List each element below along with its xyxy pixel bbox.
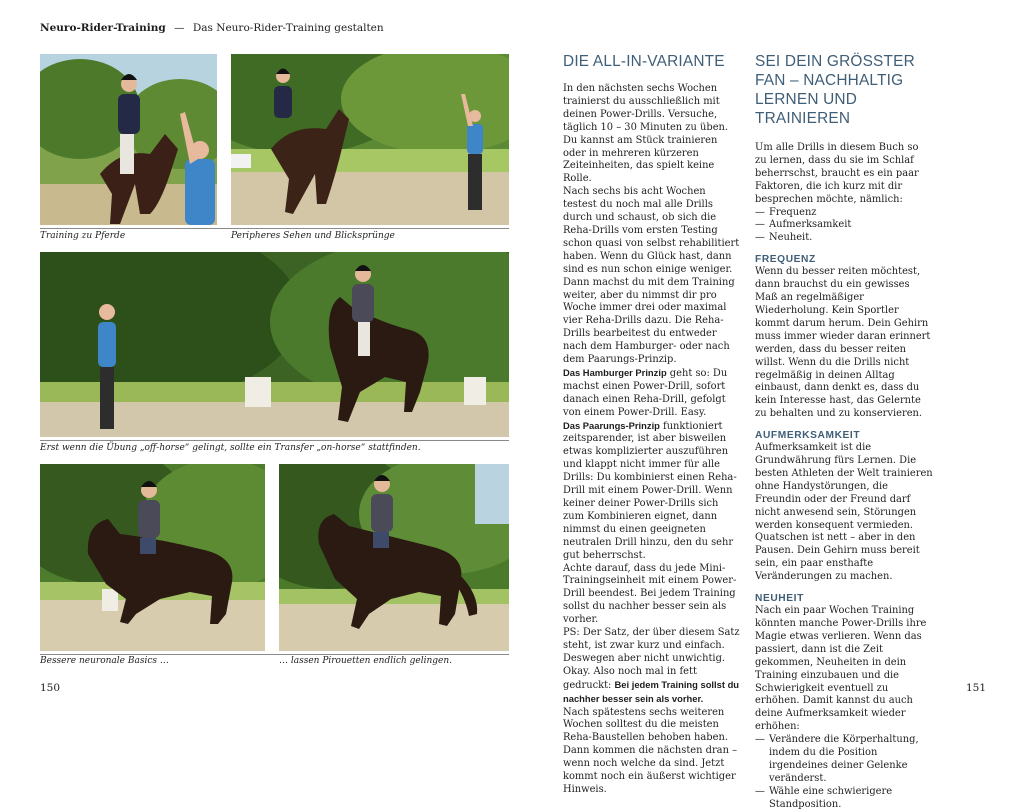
frequency-text: Wenn du besser reiten möchtest, dann brauchst du ein gewisses Maß an regelmäßiger Wiederholung. Kein Sportler kommt darum herum. Dein Gehirn muss immer wieder daran erinnert werden, dass du besser reiten willst. Wenn du die Drills nicht regelmäßig in deinen Alltag einbaust, dann denkt es, dass du kein Interesse hast, das Gelernte zu behalten und zu konservieren. <box>755 266 931 420</box>
list-item: — Aufmerksamkeit <box>755 219 852 231</box>
paarung-label: Das Paarungs-Prinzip <box>563 419 660 431</box>
photo-off-horse-transfer <box>40 252 509 437</box>
caption-1: Training zu Pferde <box>40 231 126 241</box>
caption-3: Erst wenn die Übung „off-horse“ gelingt, sollte ein Transfer „on-horse“ stattfinden. <box>40 443 421 453</box>
attention-text: Aufmerksamkeit ist die Grundwährung fürs Lernen. Die besten Athleten der Welt trainieren ohne Handystörungen, die Freundin oder der Freund darf nicht anwesend sein, Störungen werden konsequent vermieden. Quatschen ist nett – aber in den Pausen. Dein Gehirn muss bereit sein, ein paar ensthafte Veränderungen zu machen. <box>755 442 933 583</box>
column-be-your-fan <box>755 52 933 812</box>
photo-peripheral-vision <box>231 54 509 225</box>
list-item: — Frequenz <box>755 206 817 218</box>
caption-2: Peripheres Sehen und Blicksprünge <box>231 231 395 241</box>
paragraph-3: Dann machst du mit dem Training weiter, aber du nimmst dir pro Woche immer drei oder maximal vier Reha-Drills dazu. Die Reha-Drills bearbeitest du entweder nach dem Hamburger- oder nach dem Paarungs-Prinzip. <box>563 276 735 366</box>
caption-5: … lassen Pirouetten endlich gelingen. <box>279 656 453 666</box>
heading-attention: AUFMERKSAMKEIT <box>755 430 861 442</box>
paragraph-8: Nach spätestens sechs weiteren Wochen solltest du die meisten Reha-Baustellen behoben haben. Dann kommen die nächsten dran – wenn noch welche da sind. Jetzt kommt noch ein äußerst wichtiger Hinweis. <box>563 706 738 795</box>
photo-pirouettes <box>279 464 509 651</box>
caption-rule-2 <box>40 440 509 441</box>
ps-text: PS: Der Satz, der über diesem Satz steht, ist zwar kurz und einfach. Deswegen aber nicht unwichtig. Okay. Also noch mal in fett gedruckt: <box>563 627 740 691</box>
book-title: Neuro-Rider-Training <box>40 22 166 34</box>
header-separator: — <box>174 22 185 34</box>
caption-rule-3 <box>40 654 509 655</box>
paragraph-ps <box>563 627 741 706</box>
list-item: — Wähle eine schwierigere Standposition. <box>755 785 893 810</box>
novelty-text: Nach ein paar Wochen Training könnten manche Power-Drills ihre Magie etwas verlieren. Wenn das passiert, dann ist die Zeit gekommen, Neuheiten in dein Training einzubauen und die Schwierigkeit eventuell zu erhöhen. Damit kannst du auch deine Aufmerksamkeit wieder erhöhen: <box>755 605 927 733</box>
page-number-right: 151 <box>966 682 987 694</box>
paragraph-paarung <box>563 420 741 563</box>
list-item: — Neuheit. <box>755 232 813 244</box>
heading-novelty: NEUHEIT <box>755 593 804 605</box>
page-number-left: 150 <box>40 682 61 694</box>
paragraph-2: Nach sechs bis acht Wochen testest du noch mal alle Drills durch und schaust, ob sich die Reha-Drills vom ersten Testing schon quasi von selbst rehabilitiert haben. Wenn du Glück hast, dann sind es nun schon einige weniger. <box>563 186 740 275</box>
hamburger-text: geht so: Du machst einen Power-Drill, sofort danach einen Reha-Drill, gefolgt von einem Power-Drill. Easy. <box>563 367 728 418</box>
heading-be-your-fan: SEI DEIN GRÖSSTER FAN – NACHHALTIG LERNEN UND TRAINIEREN <box>755 53 915 127</box>
caption-4: Bessere neuronale Basics … <box>40 656 169 666</box>
hamburger-label: Das Hamburger Prinzip <box>563 366 667 378</box>
photo-neuronal-basics <box>40 464 265 651</box>
paarung-text: funktioniert zeitsparender, ist aber bisweilen etwas komplizierter auszuführen und klappt nicht immer für alle Drills: Du kombinierst einen Reha-Drill mit einem Power-Drill. Wenn keiner deiner Power-Drills sich zum Kombinieren eignet, dann nimmst du einen geeigneten neutralen Drill hinzu, den du sehr gut beherrschst. <box>563 420 737 561</box>
caption-rule-1 <box>40 228 509 229</box>
chapter-title: Das Neuro-Rider-Training gestalten <box>192 22 384 34</box>
list-item: — Verändere die Körperhaltung, indem du die Position irgendeines deiner Gelenke veränderst. <box>755 734 919 784</box>
column-all-in-variant <box>563 52 741 797</box>
paragraph-1: In den nächsten sechs Wochen trainierst du ausschließlich mit deinen Power-Drills. Versuche, täglich 10 – 30 Minuten zu üben. Du kannst am Stück trainieren oder in mehreren kürzeren Zeiteinheiten, das spielt keine Rolle. <box>563 83 729 185</box>
paragraph-6: Achte darauf, dass du jede Mini-Trainingseinheit mit einem Power-Drill beendest. Bei jedem Training sollst du nachher besser sein als vorher. <box>563 562 737 626</box>
paragraph-hamburger <box>563 367 741 420</box>
intro-paragraph: Um alle Drills in diesem Buch so zu lernen, dass du sie im Schlaf beherrschst, braucht es ein paar Faktoren, die ich kurz mit dir besprechen möchte, nämlich: <box>755 142 919 205</box>
heading-all-in-variant: DIE ALL-IN-VARIANTE <box>563 53 725 70</box>
photo-rider-training <box>40 54 217 225</box>
heading-frequency: FREQUENZ <box>755 254 816 266</box>
ps-bold-text: Bei jedem Training sollst du nachher besser sein als vorher. <box>563 678 740 704</box>
running-header <box>40 22 384 34</box>
